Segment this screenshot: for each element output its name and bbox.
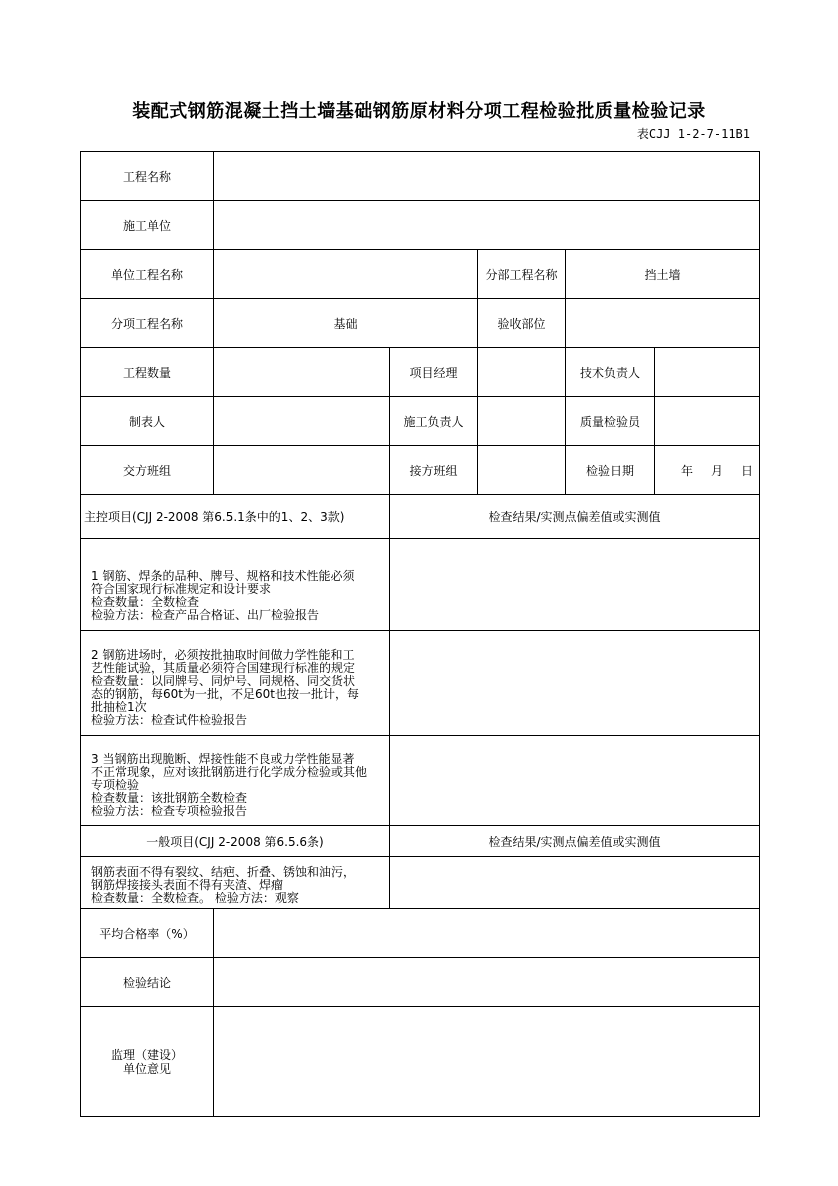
conclusion-value[interactable] — [214, 958, 760, 1007]
quantity-label: 工程数量 — [81, 348, 214, 397]
main-item-1-line: 检验方法：检查产品合格证、出厂检验报告 — [91, 608, 320, 622]
project-manager-value[interactable] — [478, 348, 566, 397]
inspection-form — [80, 151, 760, 1117]
year-label: 年 — [680, 463, 693, 478]
project-manager-label: 项目经理 — [390, 348, 478, 397]
main-item-3-line: 不正常现象，应对该批钢筋进行化学成分检验或其他 — [91, 765, 368, 779]
division-project-label: 分部工程名称 — [478, 250, 566, 299]
main-item-1-line: 检查数量：全数检查 — [91, 595, 200, 609]
unit-project-value[interactable] — [214, 250, 478, 299]
main-item-1-line: 1 钢筋、焊条的品种、牌号、规格和技术性能必须 — [91, 569, 355, 583]
main-item-3-line: 3 当钢筋出现脆断、焊接性能不良或力学性能显著 — [91, 752, 355, 766]
pass-rate-label: 平均合格率（%） — [81, 909, 214, 958]
general-item-result[interactable] — [390, 857, 760, 909]
main-item-3-line: 专项检验 — [91, 778, 140, 792]
form-code: 表CJJ 1-2-7-11B1 — [636, 127, 750, 141]
inspection-date-label: 检验日期 — [566, 446, 655, 495]
month-label: 月 — [710, 463, 723, 478]
project-name-label: 工程名称 — [81, 152, 214, 201]
main-item-2-line: 批抽检1次 — [91, 700, 147, 714]
main-item-2-line: 态的钢筋，每60t为一批，不足60t也按一批计，每 — [91, 687, 359, 701]
main-item-2-line: 检验方法：检查试件检验报告 — [91, 713, 248, 727]
main-item-2-result[interactable] — [390, 631, 760, 736]
general-item — [81, 857, 390, 909]
day-label: 日 — [741, 463, 754, 478]
unit-project-label: 单位工程名称 — [81, 250, 214, 299]
main-item-3-result[interactable] — [390, 736, 760, 826]
general-item-line: 钢筋焊接接头表面不得有夹渣、焊瘤 — [91, 878, 284, 892]
main-items-header: 主控项目(CJJ 2-2008 第6.5.1条中的1、2、3款) — [81, 495, 390, 539]
division-project-value[interactable]: 挡土墙 — [566, 250, 760, 299]
general-items-header: 一般项目(CJJ 2-2008 第6.5.6条) — [81, 826, 390, 857]
inspection-date-value[interactable] — [655, 446, 760, 495]
receiving-team-label: 接方班组 — [390, 446, 478, 495]
tech-lead-label: 技术负责人 — [566, 348, 655, 397]
conclusion-label: 检验结论 — [81, 958, 214, 1007]
sub-project-label: 分项工程名称 — [81, 299, 214, 348]
tech-lead-value[interactable] — [655, 348, 760, 397]
handover-team-label: 交方班组 — [81, 446, 214, 495]
main-item-3 — [81, 736, 390, 826]
handover-team-value[interactable] — [214, 446, 390, 495]
main-item-2-line: 检查数量：以同牌号、同炉号、同规格、同交货状 — [91, 674, 356, 688]
construction-unit-label: 施工单位 — [81, 201, 214, 250]
preparer-label: 制表人 — [81, 397, 214, 446]
preparer-value[interactable] — [214, 397, 390, 446]
construction-unit-value[interactable] — [214, 201, 760, 250]
supervision-label-line1: 监理（建设） — [110, 1047, 183, 1062]
main-item-2 — [81, 631, 390, 736]
quantity-value[interactable] — [214, 348, 390, 397]
receiving-team-value[interactable] — [478, 446, 566, 495]
page-title: 装配式钢筋混凝土挡土墙基础钢筋原材料分项工程检验批质量检验记录 — [132, 101, 706, 122]
supervision-label — [81, 1007, 214, 1117]
main-item-3-line: 检查数量：该批钢筋全数检查 — [91, 791, 248, 805]
quality-inspector-value[interactable] — [655, 397, 760, 446]
general-result-header: 检查结果/实测点偏差值或实测值 — [390, 826, 760, 857]
project-name-value[interactable] — [214, 152, 760, 201]
construction-lead-label: 施工负责人 — [390, 397, 478, 446]
supervision-opinion-value[interactable] — [214, 1007, 760, 1117]
main-item-2-line: 艺性能试验，其质量必须符合国建现行标准的规定 — [91, 661, 356, 675]
main-item-1-line: 符合国家现行标准规定和设计要求 — [91, 582, 272, 596]
acceptance-part-label: 验收部位 — [478, 299, 566, 348]
main-item-3-line: 检验方法：检查专项检验报告 — [91, 804, 248, 818]
general-item-line: 检查数量：全数检查。 检验方法：观察 — [91, 891, 299, 905]
sub-project-value[interactable]: 基础 — [214, 299, 478, 348]
main-item-1 — [81, 539, 390, 631]
main-item-1-result[interactable] — [390, 539, 760, 631]
acceptance-part-value[interactable] — [566, 299, 760, 348]
construction-lead-value[interactable] — [478, 397, 566, 446]
general-item-line: 钢筋表面不得有裂纹、结疤、折叠、锈蚀和油污， — [91, 865, 356, 879]
supervision-label-line2: 单位意见 — [122, 1061, 171, 1076]
main-result-header: 检查结果/实测点偏差值或实测值 — [390, 495, 760, 539]
quality-inspector-label: 质量检验员 — [566, 397, 655, 446]
pass-rate-value[interactable] — [214, 909, 760, 958]
main-item-2-line: 2 钢筋进场时，必须按批抽取时间做力学性能和工 — [91, 648, 355, 662]
